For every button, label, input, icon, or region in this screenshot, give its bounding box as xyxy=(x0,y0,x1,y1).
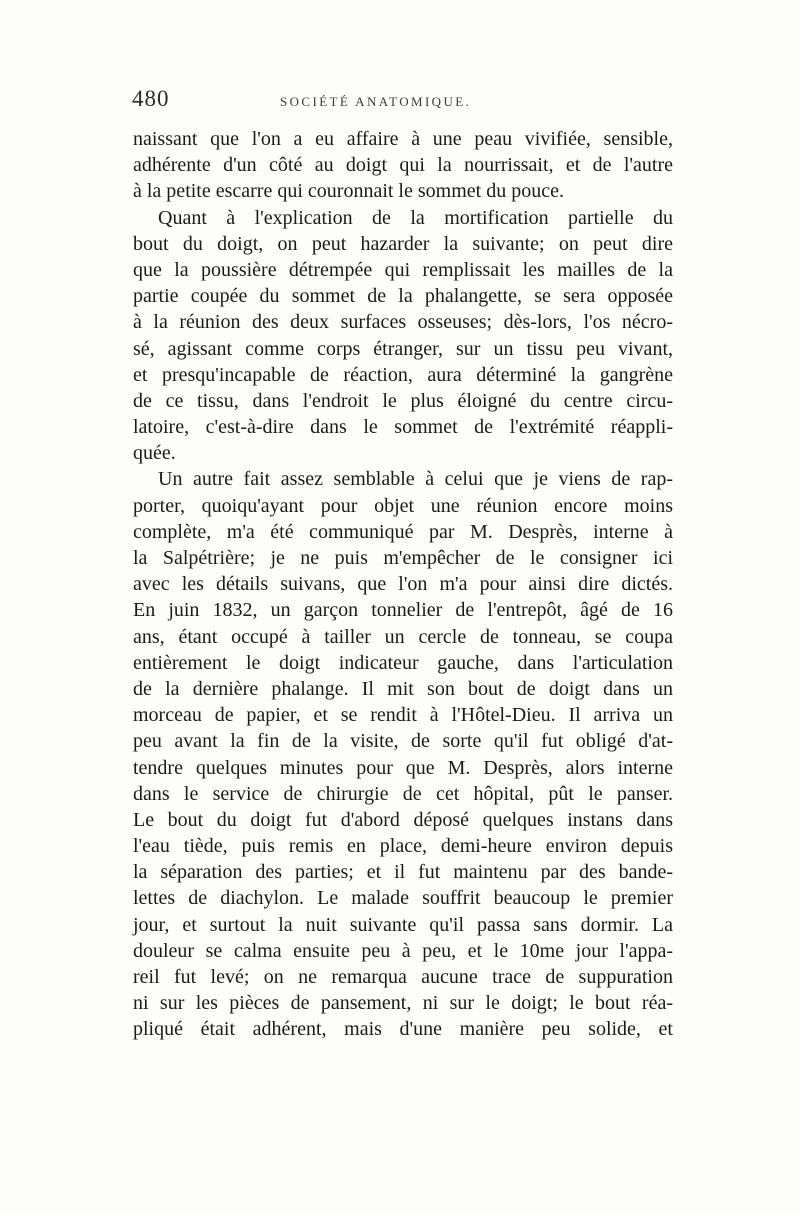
text-line: entièrement le doigt indicateur gauche, dans l'articulation xyxy=(133,651,673,674)
text-line: la Salpétrière; je ne puis m'empêcher de le consigner ici xyxy=(133,547,673,569)
text-line: latoire, c'est-à-dire dans le sommet de l'extrémité réappli- xyxy=(133,416,673,439)
text-line: ans, étant occupé à tailler un cercle de tonneau, se coupa xyxy=(133,625,673,648)
text-line: de la dernière phalange. Il mit son bout de doigt dans un xyxy=(133,677,673,700)
page-header xyxy=(132,86,672,116)
text-line: à la réunion des deux surfaces osseuses; dès-lors, l'os nécro- xyxy=(133,311,673,334)
text-line: à la petite escarre qui couronnait le sommet du pouce. xyxy=(133,180,564,203)
text-line: quée. xyxy=(133,442,176,465)
page-number: 480 xyxy=(132,86,170,111)
text-line: ni sur les pièces de pansement, ni sur le doigt; le bout réa- xyxy=(133,992,673,1015)
body-text xyxy=(133,126,673,1043)
text-line: sé, agissant comme corps étranger, sur un tissu peu vivant, xyxy=(133,337,673,360)
text-line: dans le service de chirurgie de cet hôpital, pût le panser. xyxy=(133,782,673,805)
text-line: lettes de diachylon. Le malade souffrit beaucoup le premier xyxy=(133,887,673,910)
text-line: porter, quoiqu'ayant pour objet une réunion encore moins xyxy=(133,494,673,517)
text-line: de ce tissu, dans l'endroit le plus éloigné du centre circu- xyxy=(133,389,673,412)
text-line: morceau de papier, et se rendit à l'Hôtel-Dieu. Il arriva un xyxy=(133,704,673,727)
text-line: l'eau tiède, puis remis en place, demi-heure environ depuis xyxy=(133,835,673,858)
text-line: la séparation des parties; et il fut maintenu par des bande- xyxy=(133,861,673,884)
text-line: adhérente d'un côté au doigt qui la nourrissait, et de l'autre xyxy=(133,154,673,177)
text-line: En juin 1832, un garçon tonnelier de l'entrepôt, âgé de 16 xyxy=(133,599,673,622)
text-line: douleur se calma ensuite peu à peu, et le 10me jour l'appa- xyxy=(133,939,673,962)
text-line: Quant à l'explication de la mortification partielle du xyxy=(158,206,673,229)
running-head: SOCIÉTÉ ANATOMIQUE. xyxy=(280,94,472,109)
text-line: Le bout du doigt fut d'abord déposé quelques instans dans xyxy=(133,808,673,831)
text-line: Un autre fait assez semblable à celui que je viens de rap- xyxy=(158,468,673,491)
text-line: naissant que l'on a eu affaire à une peau vivifiée, sensible, xyxy=(133,128,673,150)
text-line: et presqu'incapable de réaction, aura déterminé la gangrène xyxy=(133,363,673,386)
text-line: jour, et surtout la nuit suivante qu'il passa sans dormir. La xyxy=(133,913,673,936)
text-line: complète, m'a été communiqué par M. Desprès, interne à xyxy=(133,520,673,543)
text-line: tendre quelques minutes pour que M. Desprès, alors interne xyxy=(133,756,673,779)
text-line: reil fut levé; on ne remarqua aucune trace de suppuration xyxy=(133,966,673,988)
text-line: partie coupée du sommet de la phalangette, se sera opposée xyxy=(133,285,673,308)
text-line: avec les détails suivans, que l'on m'a pour ainsi dire dictés. xyxy=(133,573,673,596)
text-line: bout du doigt, on peut hazarder la suivante; on peut dire xyxy=(133,232,673,255)
text-line: pliqué était adhérent, mais d'une manière peu solide, et xyxy=(133,1018,673,1041)
text-line: que la poussière détrempée qui remplissait les mailles de la xyxy=(133,258,673,281)
text-line: peu avant la fin de la visite, de sorte qu'il fut obligé d'at- xyxy=(133,730,673,753)
